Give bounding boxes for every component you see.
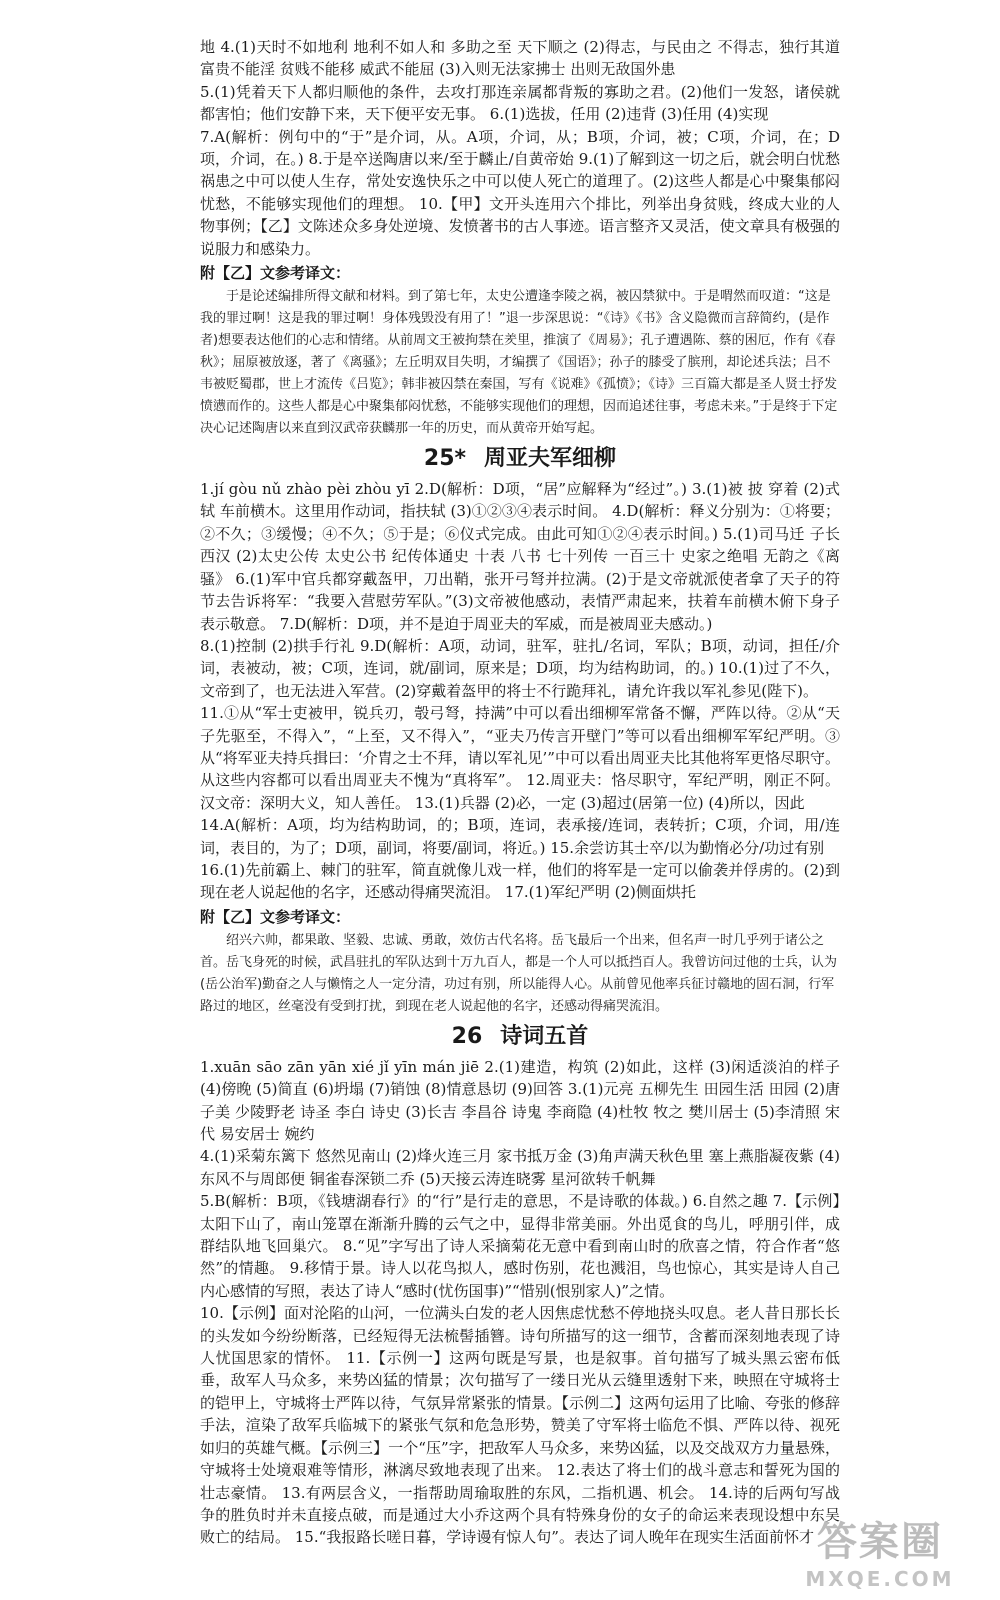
section-name-26: 诗词五首: [500, 1023, 589, 1049]
watermark-url: MXQE.COM: [805, 1566, 955, 1591]
answer-paragraph-intro-2: 5.(1)凭着天下人都归顺他的条件，去攻打那连亲属都背叛的寡助之君。(2)他们一发怒，诸侯就都害怕；他们安静下来，天下便平安无事。 6.(1)选拔，任用 (2)违背 (3)任用 (4)实现: [200, 82, 840, 124]
section-name-25: 周亚夫军细柳: [484, 446, 617, 472]
reference-translation-heading-2: 附【乙】文参考译文：: [200, 907, 351, 926]
answer-paragraph-s26-4: 10.【示例】面对沦陷的山河，一位满头白发的老人因焦虑忧愁不停地挠头叹息。老人昔日那长长的头发如今纷纷断落，已经短得无法梳髻插簪。诗句所描写的这一细节，含蓄而深刻地表现了诗人忧国思家的情怀。 11.【示例一】这两句既是写景，也是叙事。首句描写了城头黑云密布低垂，敌军人马众多，来势凶猛的情景；次句描写了一缕日光从云缝里透射下来，映照在守城将士的铠甲上，守城将士严阵以待，气氛异常紧张的情景。【示例二】这两句运用了比喻、夸张的修辞手法，渲染了敌军兵临城下的紧张气氛和危急形势，赞美了守军将士临危不惧、严阵以待、视死如归的英雄气概。【示例三】一个“压”字，把敌军人马众多，来势凶猛，以及交战双方力量悬殊，守城将士处境艰难等情形，淋漓尽致地表现了出来。 12.表达了将士们的战斗意志和誓死为国的壮志豪情。 13.有两层含义，一指帮助周瑜取胜的东风，二指机遇、机会。 14.诗的后两句写战争的胜负时并未直接点破，而是通过大小乔这两个具有特殊身份的女子的命运来表现设想中东吴败亡的结局。 15.“我报路长嗟日暮，学诗谩有惊人句”。表达了词人晚年在现实生活面前怀才: [200, 1304, 840, 1547]
section-number-25: 25*: [423, 446, 467, 472]
answer-paragraph-s26-2: 4.(1)采菊东篱下 悠然见南山 (2)烽火连三月 家书抵万金 (3)角声满天秋色里 塞上燕脂凝夜紫 (4)东风不与周郎便 铜雀春深锁二乔 (5)天接云涛连晓雾 星河欲转千帆舞: [200, 1147, 840, 1188]
answer-paragraph-intro-3: 7.A(解析：例句中的“于”是介词，从。A项，介词，从；B项，介词，被；C项，介词，在；D项，介词，在。) 8.于是卒送陶唐以来/至于麟止/自黄帝始 9.(1)了解到这一切之后，就会明白忧愁祸患之中可以使人生存，常处安逸快乐之中可以使人死亡的道理了。(2)这些人都是心中聚集郁闷忧愁，不能够实现他们的理想。 10.【甲】文开头连用六个排比，列举出身贫贱，终成大业的人物事例；【乙】文陈述众多身处逆境、发愤著书的古人事迹。语言整齐又灵活，使文章具有极强的说服力和感染力。: [200, 127, 840, 258]
reference-translation-heading-1: 附【乙】文参考译文：: [200, 264, 351, 283]
answer-paragraph-s25-2: 8.(1)控制 (2)拱手行礼 9.D(解析：A项，动词，驻军，驻扎/名词，军队；B项，动词，担任/介词，表被动，被；C项，连词，就/副词，原来是；D项，均为结构助词，的。) 10.(1)过了不久，文帝到了，也无法进入军营。(2)穿戴着盔甲的将士不行跪拜礼，请允许我以军礼参见(陛下)。: [200, 636, 840, 700]
section-title-26: [200, 1022, 840, 1052]
answer-paragraph-s25-5: 16.(1)先前霸上、棘门的驻军，简直就像儿戏一样，他们的将军是一定可以偷袭并俘虏的。(2)到现在老人说起他的名字，还感动得痛哭流泪。 17.(1)军纪严明 (2)侧面烘托: [200, 860, 840, 902]
answer-paragraph-s25-4: 14.A(解析：A项，均为结构助词，的；B项，连词，表承接/连词，表转折；C项，介词，用/连词，表目的，为了；D项，副词，将要/副词，将近。) 15.余尝访其士卒/以为勤惰必分/功过有别: [200, 816, 840, 857]
section-number-26: 26: [451, 1023, 483, 1049]
watermark: [780, 1510, 980, 1590]
reference-translation-body-2: 绍兴六帅，都果敢、坚毅、忠诚、勇敢，效仿古代名将。岳飞最后一个出来，但名声一时几乎列于诸公之首。岳飞身死的时候，武昌驻扎的军队达到十万九百人，都是一个人可以抵挡百人。我曾访问过他的士兵，认为(岳公治军)勤奋之人与懒惰之人一定分清，功过有别，所以能得人心。从前曾见他率兵征讨赣地的固石洞，行军路过的地区，丝毫没有受到打扰，到现在老人说起他的名字，还感动得痛哭流泪。: [200, 932, 838, 1014]
answer-paragraph-s25-1: 1.jí gòu nǔ zhào pèi zhòu yī 2.D(解析：D项，“居”应解释为“经过”。) 3.(1)被 披 穿着 (2)式 轼 车前横木。这里用作动词，指扶轼 (3)①②③④表示时间。 4.D(解析：释义分别为：①将要；②不久；③缓慢；④不久；⑤于是；⑥仪式完成。由此可知①②④表示时间。) 5.(1)司马迁 子长 西汉 (2)太史公传 太史公书 纪传体通史 十表 八书 七十列传 一百三十 史家之绝唱 无韵之《离骚》 6.(1)军中官兵都穿戴盔甲，刀出鞘，张开弓弩并拉满。(2)于是文帝就派使者拿了天子的符节去告诉将军：“我要入营慰劳军队。”(3)文帝被他感动，表情严肃起来，扶着车前横木俯下身子表示敬意。 7.D(解析：D项，并不是迫于周亚夫的军威，而是被周亚夫感动。): [200, 480, 840, 633]
section-title-25: [200, 444, 840, 474]
answer-paragraph-s26-3: 5.B(解析：B项，《钱塘湖春行》的“行”是行走的意思，不是诗歌的体裁。) 6.自然之趣 7.【示例】太阳下山了，南山笼罩在渐渐升腾的云气之中，显得非常美丽。外出觅食的鸟儿，呼朋引伴，成群结队地飞回巢穴。 8.“见”字写出了诗人采摘菊花无意中看到南山时的欣喜之情，符合作者“悠然”的情趣。 9.移情于景。诗人以花鸟拟人，感时伤别，花也溅泪，鸟也惊心，其实是诗人自己内心感情的写照，表达了诗人“感时(忧伤国事)”“惜别(恨别家人)”之情。: [200, 1192, 840, 1300]
watermark-logo: 答案圈: [817, 1518, 943, 1565]
answer-paragraph-s26-1: 1.xuān sāo zān yān xié jǐ yīn mán jiē 2.(1)建造，构筑 (2)如此，这样 (3)闲适淡泊的样子 (4)傍晚 (5)简直 (6)坍塌 (7)销蚀 (8)情意恳切 (9)回答 3.(1)元亮 五柳先生 田园生活 田园 (2)唐 子美 少陵野老 诗圣 李白 诗史 (3)长吉 李昌谷 诗鬼 李商隐 (4)杜牧 牧之 樊川居士 (5)李清照 宋代 易安居士 婉约: [200, 1057, 840, 1143]
reference-translation-body-1: 于是论述编排所得文献和材料。到了第七年，太史公遭逢李陵之祸，被囚禁狱中。于是喟然而叹道：“这是我的罪过啊！这是我的罪过啊！身体残毁没有用了！”退一步深思说：“《诗》《书》含义隐微而言辞简约，(是作者)想要表达他们的心志和情绪。从前周文王被拘禁在羑里，推演了《周易》；孔子遭遇陈、蔡的困厄，作有《春秋》；屈原被放逐，著了《离骚》；左丘明双目失明，才编撰了《国语》；孙子的膝受了膑刑，却论述兵法；吕不韦被贬蜀郡，世上才流传《吕览》；韩非被囚禁在秦国，写有《说难》《孤愤》；《诗》三百篇大都是圣人贤士抒发愤懑而作的。这些人都是心中聚集郁闷忧愁，不能够实现他们的理想，因而追述往事，考虑未来。”于是终于下定决心记述陶唐以来直到汉武帝获麟那一年的历史，而从黄帝开始写起。: [200, 289, 838, 437]
answer-paragraph-s25-3: 11.①从“军士吏被甲，锐兵刃，彀弓弩，持满”中可以看出细柳军常备不懈，严阵以待。②从“天子先驱至，不得入”，“上至，又不得入”，“亚夫乃传言开壁门”等可以看出细柳军军纪严明。③从“将军亚夫持兵揖曰：‘介胄之士不拜，请以军礼见’”中可以看出周亚夫比其他将军更恪尽职守。从这些内容都可以看出周亚夫不愧为“真将军”。 12.周亚夫：恪尽职守，军纪严明，刚正不阿。汉文帝：深明大义，知人善任。 13.(1)兵器 (2)必，一定 (3)超过(居第一位) (4)所以，因此: [200, 704, 840, 812]
answer-paragraph-intro-1: 地 4.(1)天时不如地利 地利不如人和 多助之至 天下顺之 (2)得志，与民由之 不得志，独行其道 富贵不能淫 贫贱不能移 威武不能屈 (3)入则无法家拂士 出则无敌国外患: [200, 38, 840, 79]
